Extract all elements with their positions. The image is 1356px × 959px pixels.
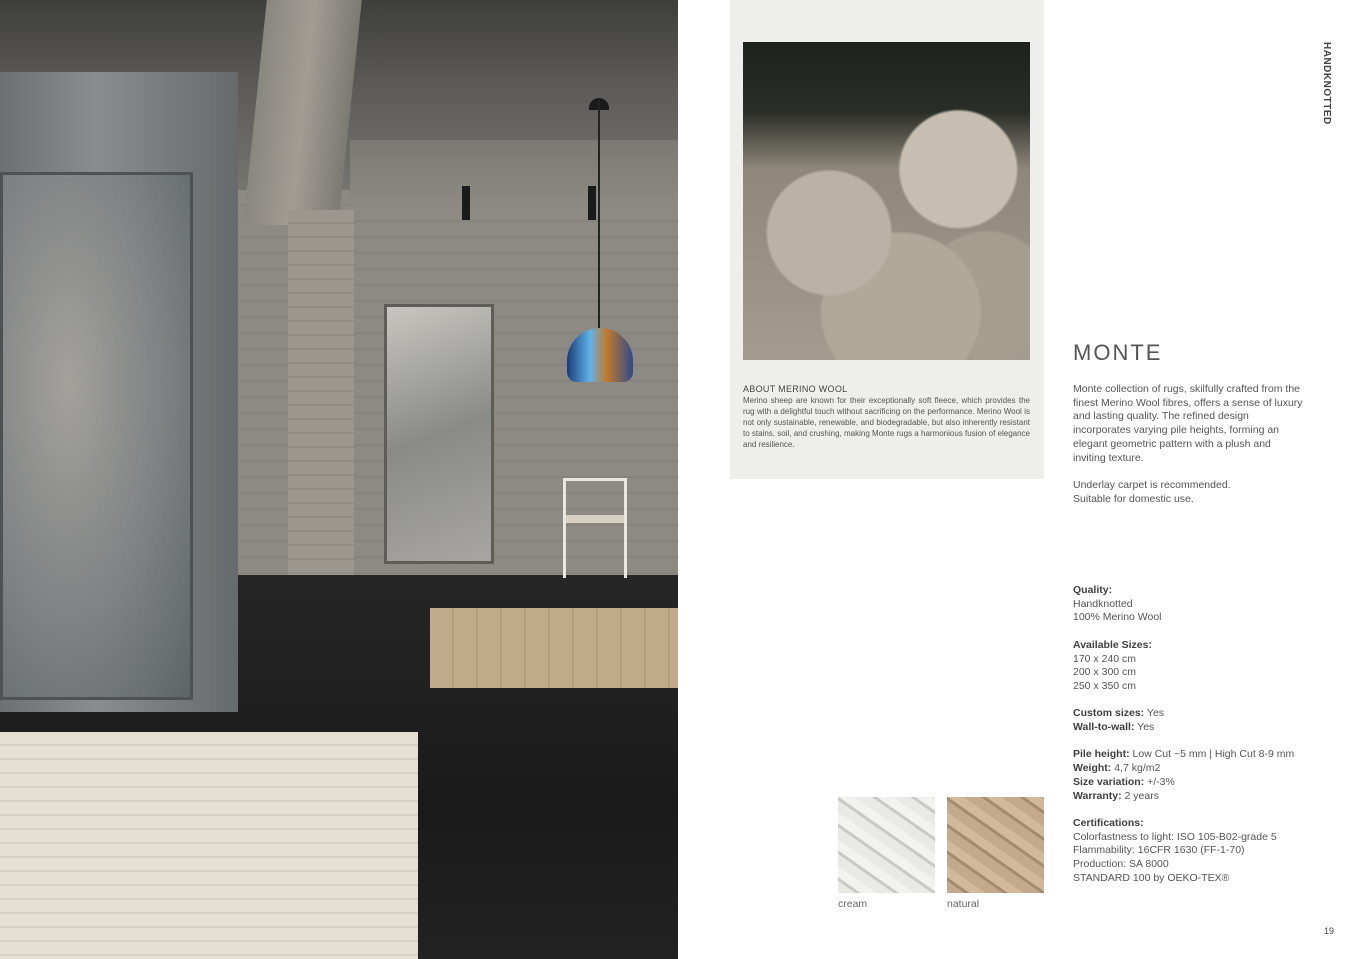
spec-list <box>1073 584 1343 885</box>
note-underlay: Underlay carpet is recommended. <box>1073 479 1231 491</box>
about-text: Merino sheep are known for their exceptionally soft fleece, which provides the rug with a delightful touch without sacrificing on the performance. Merino Wool is not only sustainable, renewable, and biodegradable, but also inherently resistant to stains, soil, and crushing, making Monte rugs a harmonious fusion of elegance and resilience. <box>743 396 1030 449</box>
concrete-column <box>288 210 354 610</box>
page-number: 19 <box>1324 926 1335 936</box>
spec-label-sizes: Available Sizes: <box>1073 638 1152 651</box>
spec-label-quality: Quality: <box>1073 584 1113 596</box>
spec-label-certifications: Certifications: <box>1073 816 1144 829</box>
spec-value: 2 years <box>1124 789 1159 802</box>
product-notes <box>1073 479 1231 506</box>
spec-value: STANDARD 100 by OEKO-TEX® <box>1073 871 1230 884</box>
spec-label-variation: Size variation: <box>1073 775 1145 788</box>
note-domestic: Suitable for domestic use. <box>1073 492 1194 505</box>
about-title: ABOUT MERINO WOOL <box>743 384 848 394</box>
spec-value: 4,7 kg/m2 <box>1114 762 1161 775</box>
spec-value: 250 x 350 cm <box>1073 679 1137 692</box>
spec-label-custom: Custom sizes: <box>1073 707 1145 720</box>
swatch-cream <box>838 797 935 893</box>
steel-door <box>384 304 494 564</box>
spec-value: Yes <box>1137 721 1155 733</box>
spec-value: Low Cut ~5 mm | High Cut 8-9 mm <box>1132 748 1295 761</box>
spec-value: Flammability: 16CFR 1630 (FF-1-70) <box>1073 844 1245 857</box>
spec-label-warranty: Warranty: <box>1073 789 1122 802</box>
spec-value: Colorfastness to light: ISO 105-B02-grade 5 <box>1073 830 1277 843</box>
lamp-cord <box>598 100 600 330</box>
spec-value: 170 x 240 cm <box>1073 652 1137 665</box>
spec-label-weight: Weight: <box>1073 762 1112 775</box>
swatch-natural <box>947 797 1044 893</box>
spec-label-pile: Pile height: <box>1073 748 1130 761</box>
swatch-label-natural: natural <box>947 898 980 910</box>
side-label: HANDKNOTTED <box>1321 42 1332 125</box>
spec-value: +/-3% <box>1147 775 1175 788</box>
product-description: Monte collection of rugs, skilfully crafted from the finest Merino Wool fibres, offers a sense of luxury and lasting quality. The refined design incorporates varying pile heights, forming an elegant geometric pattern with a plush and inviting texture. <box>1073 383 1303 464</box>
swatch-label-cream: cream <box>838 898 868 910</box>
rug-natural-in-scene <box>430 608 678 688</box>
merino-sheep-photo <box>743 42 1030 360</box>
rug-cream-in-scene <box>0 732 418 959</box>
ceiling-beam <box>350 140 678 210</box>
spec-value: 100% Merino Wool <box>1073 611 1162 624</box>
spec-value: 200 x 300 cm <box>1073 666 1137 679</box>
cabinet-door <box>0 172 193 700</box>
spec-value: Handknotted <box>1073 597 1133 610</box>
chair <box>563 478 627 578</box>
spec-value: Production: SA 8000 <box>1073 858 1169 870</box>
spec-value: Yes <box>1146 707 1165 720</box>
spotlight <box>588 186 596 220</box>
product-title: MONTE <box>1073 340 1163 365</box>
spotlight <box>462 186 470 220</box>
spec-label-wall: Wall-to-wall: <box>1073 721 1135 733</box>
